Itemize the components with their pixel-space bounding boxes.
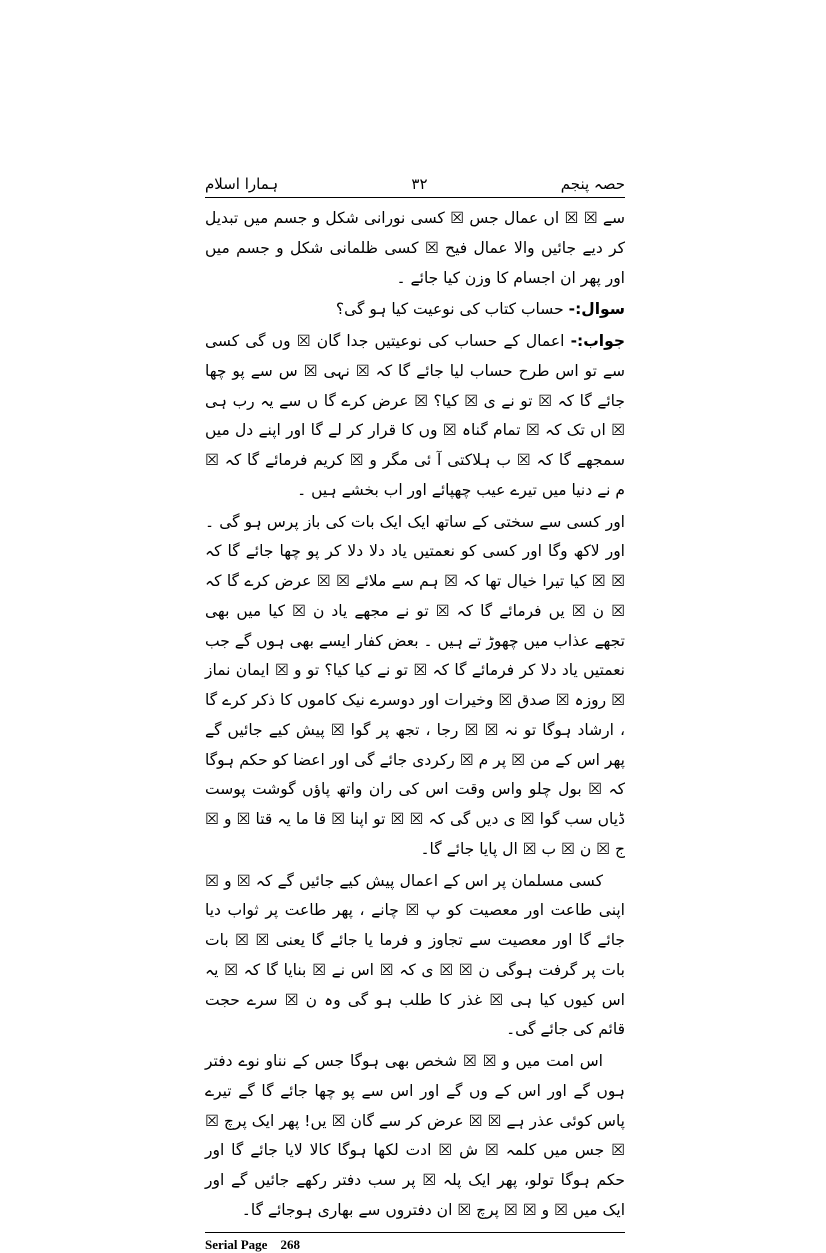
header-book-title: ہمارا اسلام [205,175,279,193]
footer [205,1233,625,1253]
paragraph-5-text: کسی مسلمان پر اس کے اعمال پیش کیے جائیں گے کہ ☒ و ☒ اپنی طاعت اور معصیت کو پ ☒ چانے ، پھر طاعت پر ثواب دیا جائے گا اور معصیت سے تجاوز و فرما یا جائے گا یعنی ☒ ☒ بات بات پر گرفت ہوگی ن ☒ ☒ ی کہ ☒ اس نے ☒ بنایا گا کہ ☒ یہ اس کیوں کیا ہی ☒ غذر کا طلب ہو گی وہ ن ☒ سرے حجت قائم کی جائے گی۔ [205,871,625,1039]
answer-text: اعمال کے حساب کی نوعیتیں جدا گان ☒ وں گی کسی سے تو اس طرح حساب لیا جائے گا کہ ☒ نہی ☒ س سے پو چھا جائے گا کہ ☒ تو نے ی ☒ کیا؟ ☒ عرض کرے گا ں سے یہ رب ہی ☒ اں تک کہ ☒ تمام گناہ ☒ وں کا قرار کر لے گا اور اپنے دل میں سمجھے گا کہ ☒ ب ہلاکتی آ ئی مگر و ☒ کریم فرمائے گا کہ ☒ م نے دنیا میں تیرے عیب چھپائے اور اب بخشے ہیں ۔ [205,332,625,499]
paragraph-6-text: اس امت میں و ☒ ☒ شخص بھی ہوگا جس کے نناو نوے دفتر ہوں گے اور اس کے وں گے اور اس سے پو چھا جائے گا گے تیرے پاس کوئی عذر ہے ☒ ☒ عرض کر سے گان ☒ یں! پھر ایک پرچ ☒ ☒ جس میں کلمہ ☒ ش ☒ ادت لکھا ہوگا کالا لایا جائے گا اور حکم ہوگا تولو، پھر ایک پلہ ☒ پر سب دفتر رکھے جائیں گے اور ایک میں ☒ و ☒ ☒ پرچ ☒ ان دفتروں سے بھاری ہوجائے گا۔ [205,1052,625,1219]
serial-page-label: Serial Page [205,1236,268,1252]
header-page-number: ۳۲ [411,175,428,193]
answer-label: جواب:- [570,332,625,350]
paragraph-6 [205,1047,625,1226]
paragraph-1 [205,204,625,293]
paragraph-question [205,295,625,325]
serial-page-number: 268 [280,1236,300,1252]
body-text [205,198,625,1226]
paragraph-4-text: اور کسی سے سختی کے ساتھ ایک ایک بات کی باز پرس ہو گی ۔ اور لاکھ وگا اور کسی کو نعمتیں یاد دلا دلا کر پو چھا جائے گا کہ ☒ ☒ کیا تیرا خیال تھا کہ ☒ ہم سے ملائے ☒ ☒ عرض کرے گا کہ ☒ ن ☒ یں فرمائے گا کہ ☒ تو نے مجھے یاد ن ☒ کیا میں بھی تجھے عذاب میں چھوڑ تے ہیں ۔ بعض کفار ایسے بھی ہوں گے جب نعمتیں یاد دلا کر فرمائے گا کہ ☒ تو نے کیا کیا؟ تو و ☒ ایمان نماز ☒ روزہ ☒ صدق ☒ وخیرات اور دوسرے نیک کاموں کا ذکر کرے گا ، ارشاد ہوگا تو نہ ☒ ☒ رجا ، تجھ پر گوا ☒ پیش کیے جائیں گے پھر اس کے من ☒ پر م ☒ رکردی جائے گی اور اعضا کو حکم ہوگا کہ ☒ بول چلو واس وقت اس کی ران واتھ پاؤں گوشت پوست ڈیاں سب گوا ☒ ی دیں گی کہ ☒ ☒ تو اپنا ☒ قا ما یہ قتا ☒ و ☒ ج ☒ ن ☒ ب ☒ ال پایا جائے گا۔ [205,512,625,858]
question-label: سوال:- [568,300,625,319]
paragraph-4 [205,508,625,865]
paragraph-1-text: سے ☒ ☒ اں عمال جس ☒ کسی نورانی شکل و جسم میں تبدیل کر دیے جائیں والا عمال فیح ☒ کسی ظلمانی شکل و جسم میں اور پھر ان اجسام کا وزن کیا جائے ۔ [205,209,625,287]
header-volume-label: حصہ پنجم [560,175,625,193]
running-header [205,175,625,196]
paragraph-5 [205,867,625,1046]
paragraph-answer [205,327,625,506]
question-text: حساب کتاب کی نوعیت کیا ہو گی؟ [335,300,564,319]
page-content [205,175,625,1253]
